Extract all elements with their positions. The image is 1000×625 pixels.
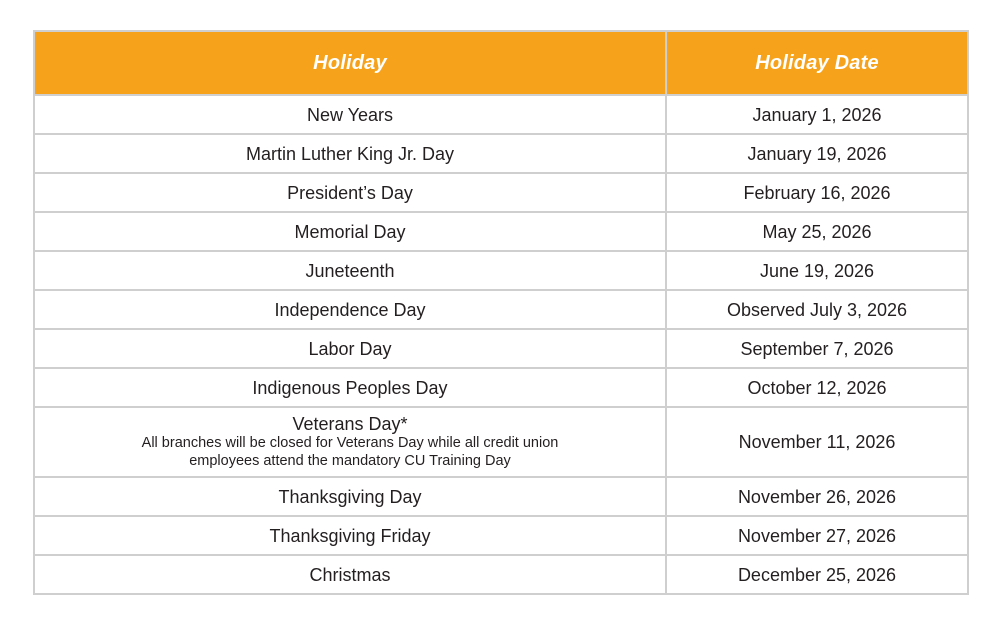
table-row (34, 95, 968, 134)
holiday-date: May 25, 2026 (666, 212, 968, 251)
holiday-date: December 25, 2026 (666, 555, 968, 594)
holiday-date: September 7, 2026 (666, 329, 968, 368)
holiday-date: November 27, 2026 (666, 516, 968, 555)
holiday-name: Indigenous Peoples Day (34, 368, 666, 407)
holiday-date: October 12, 2026 (666, 368, 968, 407)
holiday-date: February 16, 2026 (666, 173, 968, 212)
table-row (34, 477, 968, 516)
holiday-name: Martin Luther King Jr. Day (34, 134, 666, 173)
holiday-note-line-2: employees attend the mandatory CU Training Day (189, 453, 511, 469)
holiday-name: Labor Day (34, 329, 666, 368)
holiday-date: November 26, 2026 (666, 477, 968, 516)
holiday-note-line-1: All branches will be closed for Veterans Day while all credit union (141, 435, 559, 451)
table-row (34, 368, 968, 407)
holiday-date: Observed July 3, 2026 (666, 290, 968, 329)
table-row (34, 329, 968, 368)
holiday-date: January 19, 2026 (666, 134, 968, 173)
holiday-name: Thanksgiving Friday (34, 516, 666, 555)
holiday-name: Juneteenth (34, 251, 666, 290)
holiday-date: June 19, 2026 (666, 251, 968, 290)
holiday-name: President’s Day (34, 173, 666, 212)
table-row (34, 173, 968, 212)
holiday-name: Veterans Day* (292, 414, 408, 434)
column-header-holiday: Holiday (34, 31, 666, 95)
holiday-schedule (33, 30, 967, 595)
column-header-holiday-date: Holiday Date (666, 31, 968, 95)
holiday-name: New Years (34, 95, 666, 134)
table-row-veterans-day (34, 407, 968, 477)
holiday-name: Independence Day (34, 290, 666, 329)
table-row (34, 134, 968, 173)
holiday-table (33, 30, 969, 595)
table-row (34, 212, 968, 251)
table-row (34, 251, 968, 290)
table-row (34, 290, 968, 329)
holiday-name: Christmas (34, 555, 666, 594)
holiday-name: Thanksgiving Day (34, 477, 666, 516)
holiday-date: January 1, 2026 (666, 95, 968, 134)
holiday-name: Memorial Day (34, 212, 666, 251)
holiday-name-with-note (34, 407, 666, 477)
table-header-row (34, 31, 968, 95)
table-row (34, 555, 968, 594)
holiday-date: November 11, 2026 (666, 407, 968, 477)
table-row (34, 516, 968, 555)
